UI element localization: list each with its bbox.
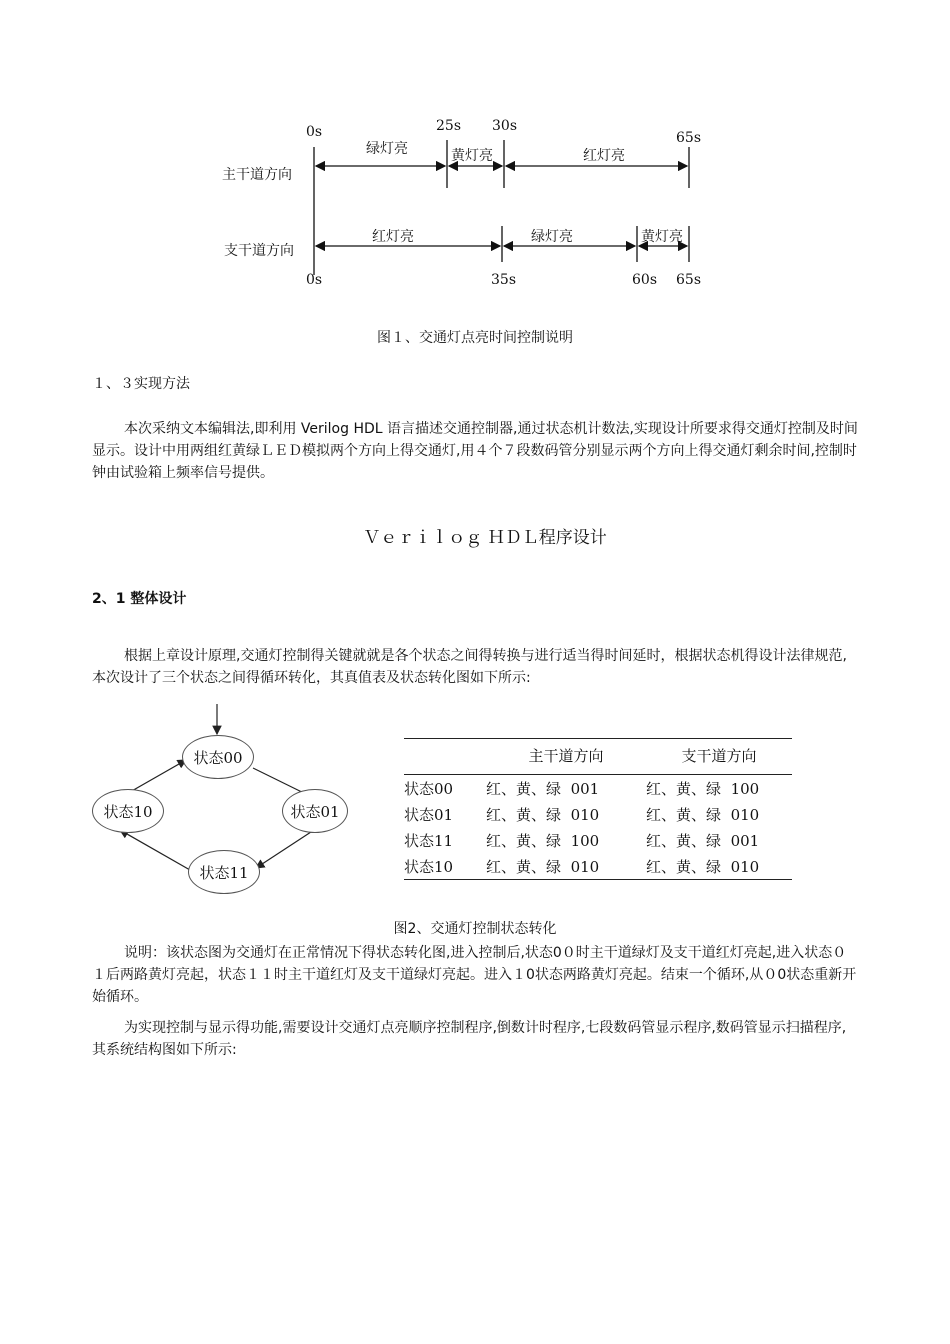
- main-cell: 红、黄、绿 100: [486, 831, 600, 850]
- state-11-node: 状态11: [188, 850, 260, 894]
- table-row: [404, 827, 792, 853]
- main-direction-label: 主干道方向: [222, 167, 292, 183]
- header-branch-direction: 支干道方向: [681, 747, 757, 765]
- branch-cell: 红、黄、绿 010: [646, 805, 760, 824]
- main-segment-yellow: 黄灯亮: [451, 148, 493, 164]
- main-time-25: 25s: [436, 118, 461, 134]
- branch-cell: 红、黄、绿 010: [646, 857, 760, 876]
- state-10-node: 状态10: [92, 789, 164, 833]
- main-time-30: 30s: [492, 118, 517, 134]
- paragraph-design: 根据上章设计原理,交通灯控制得关键就就是各个状态之间得转换与进行适当得时间延时，根据状态机得设计法律规范,本次设计了三个状态之间得循环转化，其真值表及状态转化图如下所示:: [92, 648, 847, 686]
- branch-cell: 红、黄、绿 001: [646, 831, 760, 850]
- figure-1-caption: 图１、交通灯点亮时间控制说明: [377, 330, 573, 346]
- branch-time-65: 65s: [676, 272, 701, 288]
- main-time-65: 65s: [676, 130, 701, 146]
- branch-segment-yellow: 黄灯亮: [641, 229, 683, 245]
- main-segment-green: 绿灯亮: [366, 141, 408, 157]
- state-cell: 状态10: [404, 857, 454, 876]
- section-heading-2-1: 2、1 整体设计: [92, 591, 187, 607]
- table-row: [404, 853, 792, 880]
- branch-direction-label: 支干道方向: [224, 243, 294, 259]
- table-row: [404, 801, 792, 827]
- main-cell: 红、黄、绿 010: [486, 805, 600, 824]
- chapter-title: Ｖｅｒｉｌｏｇ ＨＤＬ程序设计: [363, 528, 607, 548]
- branch-time-60: 60s: [632, 272, 657, 288]
- paragraph-explain: 说明：该状态图为交通灯在正常情况下得状态转化图,进入控制后,状态0０时主干道绿灯及支干道红灯亮起,进入状态０１后两路黄灯亮起，状态１１时主干道红灯及支干道绿灯亮起。进入１0状态两路黄灯亮起。结束一个循环,从０0状态重新开始循环。: [92, 945, 857, 1005]
- table-row: [404, 775, 792, 802]
- state-cell: 状态00: [404, 779, 454, 798]
- branch-time-0: 0s: [306, 272, 323, 288]
- paragraph-structure: 为实现控制与显示得功能,需要设计交通灯点亮顺序控制程序,倒数计时程序,七段数码管显示程序,数码管显示扫描程序,其系统结构图如下所示:: [92, 1020, 847, 1058]
- state-cell: 状态01: [404, 805, 454, 824]
- main-cell: 红、黄、绿 001: [486, 779, 600, 798]
- branch-segment-green: 绿灯亮: [531, 229, 573, 245]
- state-00-node: 状态00: [182, 735, 254, 779]
- section-heading-1-3: １、３实现方法: [92, 376, 190, 392]
- main-time-0: 0s: [306, 124, 323, 140]
- truth-table: [404, 738, 792, 880]
- header-main-direction: 主干道方向: [528, 747, 604, 765]
- paragraph-method: 本次采纳文本编辑法,即利用 Verilog HDL 语言描述交通控制器,通过状态机计数法,实现设计所要求得交通灯控制及时间显示。设计中用两组红黄绿ＬＥＤ模拟两个方向上得交通灯,用４个７段数码管分别显示两个方向上得交通灯剩余时间,控制时钟由试验箱上频率信号提供。: [92, 421, 858, 481]
- branch-segment-red: 红灯亮: [372, 229, 414, 245]
- branch-cell: 红、黄、绿 100: [646, 779, 760, 798]
- main-segment-red: 红灯亮: [583, 148, 625, 164]
- state-cell: 状态11: [404, 831, 454, 850]
- figure-2-caption: 图2、交通灯控制状态转化: [393, 921, 557, 937]
- branch-time-35: 35s: [491, 272, 516, 288]
- state-01-node: 状态01: [282, 789, 348, 833]
- main-cell: 红、黄、绿 010: [486, 857, 600, 876]
